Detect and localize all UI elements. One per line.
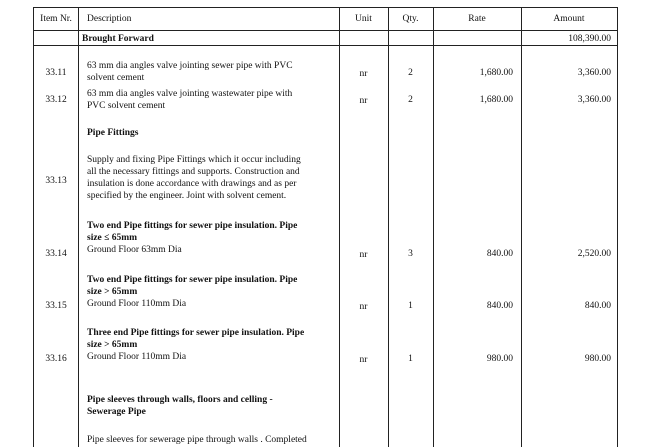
header-rate: Rate [468,13,486,24]
brought-forward-rule [34,45,617,46]
item-description: 63 mm dia angles valve jointing sewer pipe with PVC solvent cement [87,61,293,83]
item-unit: nr [359,355,368,365]
boq-table [33,7,618,447]
item-description: Two end Pipe fittings for sewer pipe insulation. Pipe size ≤ 65mm Ground Floor 63mm Dia [87,221,298,255]
item-amount: 3,360.00 [577,95,611,105]
header-unit: Unit [355,13,372,24]
item-description: Three end Pipe fittings for sewer pipe insulation. Pipe size > 65mm Ground Floor 110mm Dia [87,328,305,362]
item-number: 33.16 [45,354,67,364]
item-amount: 980.00 [584,354,611,364]
header-bottom-rule [34,30,617,31]
header-amount: Amount [553,13,585,24]
item-description: 63 mm dia angles valve jointing wastewater pipe with PVC solvent cement [87,89,293,111]
item-number: 33.13 [45,176,67,186]
item-qty: 3 [408,249,413,259]
header-qty: Qty. [402,13,419,24]
section-heading: Pipe Fittings [87,128,139,138]
item-description: Two end Pipe fittings for sewer pipe insulation. Pipe size > 65mm Ground Floor 110mm Dia [87,275,298,309]
item-qty: 2 [408,95,413,105]
item-rate: 1,680.00 [479,68,513,78]
item-unit: nr [359,96,368,106]
item-rate: 1,680.00 [479,95,513,105]
item-qty: 2 [408,68,413,78]
col-sep-item [78,7,79,447]
item-description: Supply and fixing Pipe Fittings which it occur including all the necessary fittings and supports. Construction and insulation is done accordance with drawings and as per specified by the engineer. Joint with solvent cement. [87,155,301,201]
item-amount: 3,360.00 [577,68,611,78]
item-unit: nr [359,69,368,79]
item-description: Pipe sleeves for sewerage pipe through walls . Completed [87,435,307,445]
item-rate: 980.00 [486,354,513,364]
item-rate: 840.00 [486,249,513,259]
item-amount: 2,520.00 [577,249,611,259]
item-unit: nr [359,250,368,260]
item-amount: 840.00 [584,301,611,311]
header-item: Item Nr. [40,13,72,24]
item-qty: 1 [408,354,413,364]
header-description: Description [87,13,132,24]
brought-forward-amount: 108,390.00 [568,34,611,44]
item-number: 33.14 [45,249,67,259]
item-qty: 1 [408,301,413,311]
item-unit: nr [359,302,368,312]
brought-forward-label: Brought Forward [82,34,154,44]
item-number: 33.15 [45,301,67,311]
item-number: 33.11 [45,68,67,78]
section-heading: Pipe sleeves through walls, floors and celling - Sewerage Pipe [87,395,273,417]
item-number: 33.12 [45,95,67,105]
item-rate: 840.00 [486,301,513,311]
